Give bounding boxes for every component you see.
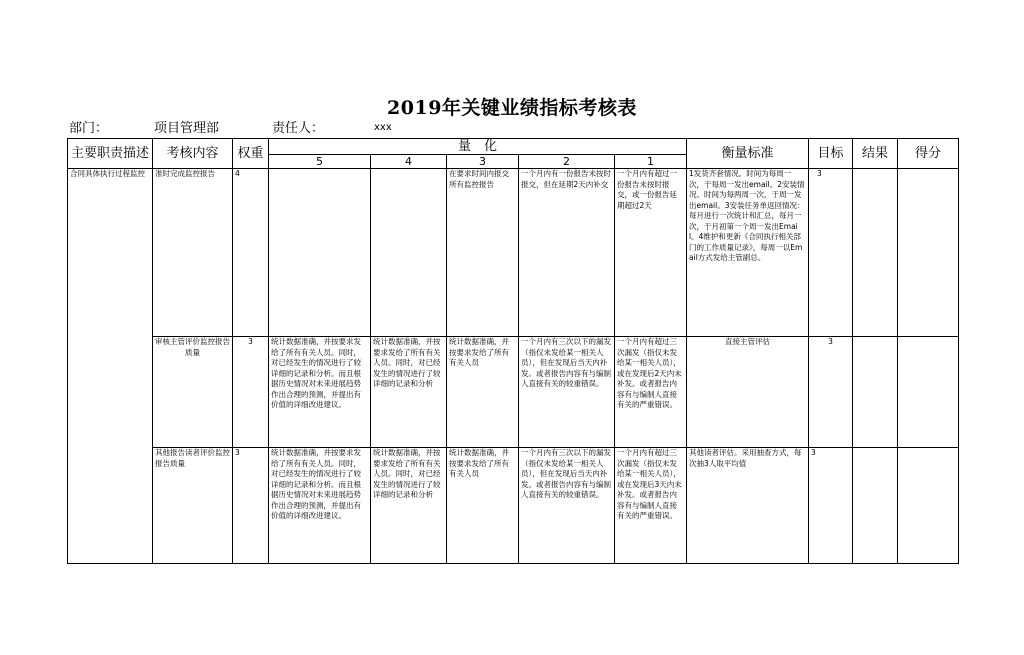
owner-value: xxx	[374, 122, 392, 133]
content-cell: 准时完成监控报告	[153, 169, 233, 337]
page-title: 2019年关键业绩指标考核表	[387, 97, 637, 119]
q4-cell: 统计数据准确，并按要求发给了所有有关人员。同时，对已经发生的情况进行了较详细的记录和分析	[371, 337, 447, 448]
content-cell: 审核主管评价监控报告质量	[153, 337, 233, 448]
table-row	[68, 169, 959, 337]
standard-cell: 其他读者评估。采用抽查方式，每次抽3人取平均值	[687, 448, 809, 564]
result-cell	[853, 448, 898, 564]
owner-label: 责任人：	[272, 121, 325, 136]
standard-cell: 1发货齐套情况。时间为每周一次，于每周一发出email。2安装情况。时间为每两周一次，于周一发出email。3安装任务单返回情况：每月进行一次统计和汇总，每月一次，于月初第一个周一发出Email。4维护和更新《合同执行相关部门的工作质量记录》，每周一以Email方式发给主管副总。	[687, 169, 809, 337]
target-cell: 3	[809, 169, 853, 337]
q5-cell: 统计数据准确，并按要求发给了所有有关人员。同时，对已经发生的情况进行了较详细的记录和分析。而且根据历史情况对未来进展趋势作出合理的预测，并提出有价值的详细改进建议。	[269, 337, 371, 448]
q1-cell: 一个月内有超过一份报告未按时报交，或一份报告延期超过2天	[615, 169, 687, 337]
q1-cell: 一个月内有超过三次漏发（指仅未发给某一相关人员），或在发现后2天内未补发。或者报告内容有与编制人直接有关的严重错误。	[615, 337, 687, 448]
col-result-header: 结果	[853, 139, 898, 169]
q5-cell	[269, 169, 371, 337]
weight-cell: 3	[233, 337, 269, 448]
result-cell	[853, 169, 898, 337]
q4-cell: 统计数据准确，并按要求发给了所有有关人员。同时，对已经发生的情况进行了较详细的记录和分析	[371, 448, 447, 564]
level-1: 1	[615, 155, 687, 169]
kpi-table	[67, 138, 959, 564]
weight-cell: 4	[233, 169, 269, 337]
col-content-header: 考核内容	[153, 139, 233, 169]
score-cell	[898, 448, 959, 564]
header-row	[68, 139, 959, 155]
level-2: 2	[519, 155, 615, 169]
q5-cell: 统计数据准确，并按要求发给了所有有关人员。同时，对已经发生的情况进行了较详细的记录和分析。而且根据历史情况对未来进展趋势作出合理的预测，并提出有价值的详细改进建议。	[269, 448, 371, 564]
level-4: 4	[371, 155, 447, 169]
col-standard-header: 衡量标准	[687, 139, 809, 169]
score-cell	[898, 169, 959, 337]
duty-cell: 合同具体执行过程监控	[68, 169, 153, 564]
q2-cell: 一个月内有三次以下的漏发（指仅未发给某一相关人员），但在发现后当天内补发。或者报告内容有与编制人直接有关的较重错误。	[519, 448, 615, 564]
dept-value: 项目管理部	[154, 121, 220, 136]
standard-cell: 直接主管评估	[687, 337, 809, 448]
score-cell	[898, 337, 959, 448]
target-cell: 3	[809, 448, 853, 564]
q2-cell: 一个月内有一份报告未按时报交，但在延期2天内补交	[519, 169, 615, 337]
q3-cell: 统计数据准确，并按要求发给了所有有关人员	[447, 337, 519, 448]
col-quant-header: 量 化	[269, 139, 687, 155]
level-5: 5	[269, 155, 371, 169]
table-row	[68, 448, 959, 564]
q4-cell	[371, 169, 447, 337]
table-row	[68, 337, 959, 448]
q1-cell: 一个月内有超过三次漏发（指仅未发给某一相关人员），或在发现后3天内未补发。或者报告内容有与编制人直接有关的严重错误。	[615, 448, 687, 564]
q3-cell: 统计数据准确，并按要求发给了所有有关人员	[447, 448, 519, 564]
q2-cell: 一个月内有三次以下的漏发（指仅未发给某一相关人员），但在发现后当天内补发。或者报告内容有与编制人直接有关的较重错误。	[519, 337, 615, 448]
dept-label: 部门：	[69, 121, 109, 136]
content-cell: 其他报告读者评价监控报告质量	[153, 448, 233, 564]
target-cell: 3	[809, 337, 853, 448]
weight-cell: 3	[233, 448, 269, 564]
col-duty-header: 主要职责描述	[68, 139, 153, 169]
col-weight-header: 权重	[233, 139, 269, 169]
result-cell	[853, 337, 898, 448]
col-score-header: 得分	[898, 139, 959, 169]
level-3: 3	[447, 155, 519, 169]
col-target-header: 目标	[809, 139, 853, 169]
q3-cell: 在要求时间内报交所有监控报告	[447, 169, 519, 337]
